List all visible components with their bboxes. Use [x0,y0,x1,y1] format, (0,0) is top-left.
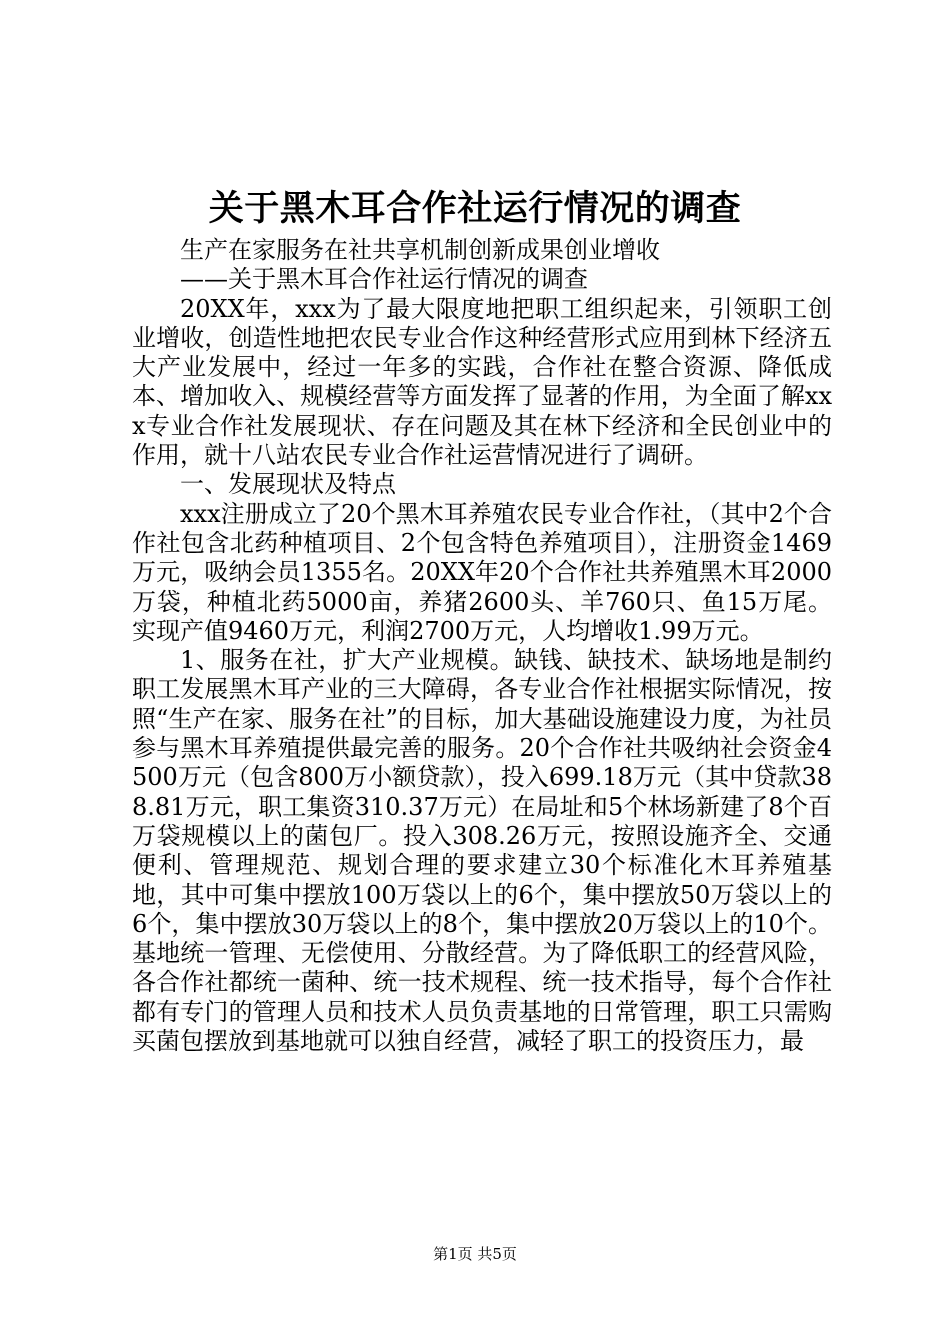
document-title: 关于黑木耳合作社运行情况的调查 [208,188,742,229]
paragraph-status: xxx注册成立了20个黑木耳养殖农民专业合作社，（其中2个合作社包含北药种植项目、2个包含特色养殖项目），注册资金1469万元，吸纳会员1355名。20XX年20个合作社共养殖黑木耳2000万袋，种植北药5000亩，养猪2600头、羊760只、鱼15万尾。实现产值9460万元，利润2700万元，人均增收1.99万元。 [132,499,832,645]
subtitle-line-1: 生产在家服务在社共享机制创新成果创业增收 [180,236,660,264]
paragraph-intro: 20XX年，xxx为了最大限度地把职工组织起来，引领职工创业增收，创造性地把农民专业合作这种经营形式应用到林下经济五大产业发展中，经过一年多的实践，合作社在整合资源、降低成本、增加收入、规模经营等方面发挥了显著的作用，为全面了解xxx专业合作社发展现状、存在问题及其在林下经济和全民创业中的作用，就十八站农民专业合作社运营情况进行了调研。 [132,294,832,470]
page-footer: 第1页 共5页 [433,1245,517,1263]
paragraph-service: 1、服务在社，扩大产业规模。缺钱、缺技术、缺场地是制约职工发展黑木耳产业的三大障碍，各专业合作社根据实际情况，按照“生产在家、服务在社”的目标，加大基础设施建设力度，为社员参与黑木耳养殖提供最完善的服务。20个合作社共吸纳社会资金4500万元（包含800万小额贷款），投入699.18万元（其中贷款388.81万元，职工集资310.37万元）在局址和5个林场新建了8个百万袋规模以上的菌包厂。投入308.26万元，按照设施齐全、交通便利、管理规范、规划合理的要求建立30个标准化木耳养殖基地，其中可集中摆放100万袋以上的6个，集中摆放50万袋以上的6个，集中摆放30万袋以上的8个，集中摆放20万袋以上的10个。基地统一管理、无偿使用、分散经营。为了降低职工的经营风险，各合作社都统一菌种、统一技术规程、统一技术指导，每个合作社都有专门的管理人员和技术人员负责基地的日常管理，职工只需购买菌包摆放到基地就可以独自经营，减轻了职工的投资压力，最 [132,646,832,1056]
document-body [132,236,832,1056]
section-heading: 一、发展现状及特点 [180,470,396,499]
subtitle-line-2: ——关于黑木耳合作社运行情况的调查 [180,265,588,294]
